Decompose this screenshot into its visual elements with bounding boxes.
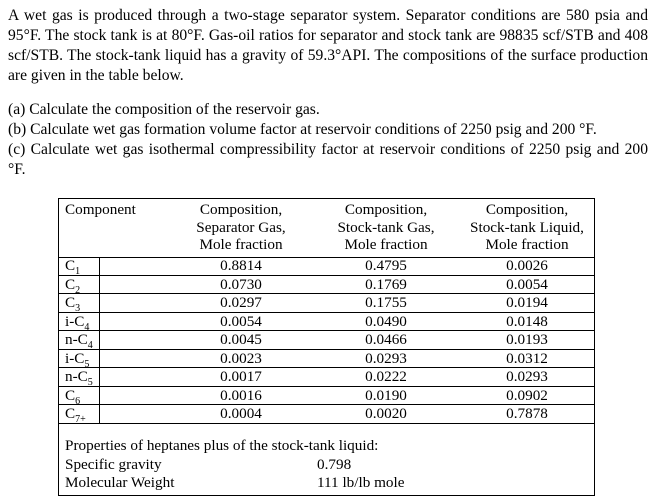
property-row [65, 474, 585, 493]
header-stock-tank-gas [311, 201, 461, 254]
component-cell: $C_2$ [65, 275, 81, 296]
stock-tank-liquid-cell: 0.0193 [506, 331, 548, 348]
question-b: (b) Calculate wet gas formation volume factor at reservoir conditions of 2250 psig and 200 °F. [8, 121, 597, 138]
table-row [59, 331, 594, 350]
separator-gas-cell: 0.0016 [220, 386, 262, 404]
table-row [59, 405, 594, 424]
stock-tank-liquid-cell: 0.0026 [506, 257, 548, 274]
header-stock-tank-liquid [457, 201, 597, 254]
header-line: Mole fraction [344, 236, 428, 253]
stock-tank-gas-cell: 0.0190 [365, 386, 407, 404]
separator-gas-cell: 0.0023 [220, 349, 262, 367]
header-separator-gas [171, 201, 311, 254]
component-cell: $i-C_5$ [65, 349, 90, 370]
stock-tank-gas-cell: 0.1755 [365, 294, 407, 311]
table-row [59, 294, 594, 313]
stock-tank-gas-cell: 0.4795 [365, 257, 407, 274]
question-list [8, 100, 648, 180]
header-line: Separator Gas, [196, 218, 286, 236]
separator-gas-cell: 0.0297 [220, 294, 262, 311]
separator-gas-cell: 0.0054 [220, 312, 262, 330]
property-value: 111 lb/lb mole [317, 474, 405, 491]
stock-tank-gas-cell: 0.1769 [365, 275, 407, 293]
table-row [59, 313, 594, 332]
table-body [59, 257, 594, 424]
stock-tank-liquid-cell: 0.0902 [506, 386, 548, 404]
heptanes-plus-properties [65, 437, 585, 493]
stock-tank-liquid-cell: 0.0194 [506, 294, 548, 311]
component-cell: $C_1$ [65, 257, 81, 278]
component-cell: $C_{7+}$ [65, 405, 86, 426]
property-row [65, 456, 585, 475]
separator-gas-cell: 0.0730 [220, 275, 262, 293]
property-label: Molecular Weight [65, 474, 175, 491]
component-cell: $n-C_5$ [65, 368, 93, 389]
table-row [59, 257, 594, 276]
separator-gas-cell: 0.0004 [220, 405, 262, 422]
header-line: Stock-tank Liquid, [470, 218, 584, 236]
component-cell: $n-C_4$ [65, 331, 93, 352]
stock-tank-gas-cell: 0.0020 [365, 405, 407, 422]
stock-tank-gas-cell: 0.0466 [365, 331, 407, 348]
stock-tank-liquid-cell: 0.0054 [506, 275, 548, 293]
property-label: Specific gravity [65, 455, 162, 473]
component-cell: $C_6$ [65, 386, 81, 407]
question-c: (c) Calculate wet gas isothermal compressibility factor at reservoir conditions of 2250 psig and 200 °F. [8, 141, 648, 178]
properties-title: Properties of heptanes plus of the stock-tank liquid: [65, 437, 379, 454]
header-line: Composition, [199, 201, 283, 218]
stock-tank-gas-cell: 0.0490 [365, 312, 407, 330]
table-row [59, 276, 594, 295]
property-value: 0.798 [317, 455, 352, 473]
header-line: Mole fraction [485, 236, 569, 253]
table-row [59, 368, 594, 387]
problem-intro: A wet gas is produced through a two-stage separator system. Separator conditions are 580 psia and 95°F. The stock tank is at 80°F. Gas-oil ratios for separator and stock tank are 98835 scf/STB and 408 scf/STB. The stock-tank liquid has a gravity of 59.3°API. The compositions of the surface production are given in the table below. [8, 7, 648, 84]
header-component [65, 201, 136, 219]
component-cell: $i-C_4$ [65, 312, 90, 333]
header-component-line: Component [65, 201, 136, 218]
stock-tank-liquid-cell: 0.0312 [506, 349, 548, 367]
stock-tank-gas-cell: 0.0293 [365, 349, 407, 367]
stock-tank-liquid-cell: 0.7878 [506, 405, 548, 422]
header-line: Composition, [344, 201, 428, 218]
header-line: Stock-tank Gas, [337, 218, 435, 236]
question-a: (a) Calculate the composition of the reservoir gas. [8, 101, 320, 118]
stock-tank-liquid-cell: 0.0148 [506, 312, 548, 330]
separator-gas-cell: 0.0045 [220, 331, 262, 348]
header-line: Composition, [485, 201, 569, 218]
composition-table [58, 198, 595, 496]
component-cell: $C_3$ [65, 294, 81, 315]
separator-gas-cell: 0.0017 [220, 368, 262, 385]
stock-tank-gas-cell: 0.0222 [365, 368, 407, 385]
table-row [59, 387, 594, 406]
stock-tank-liquid-cell: 0.0293 [506, 368, 548, 385]
header-line: Mole fraction [199, 236, 283, 253]
table-row [59, 350, 594, 369]
separator-gas-cell: 0.8814 [220, 257, 262, 274]
